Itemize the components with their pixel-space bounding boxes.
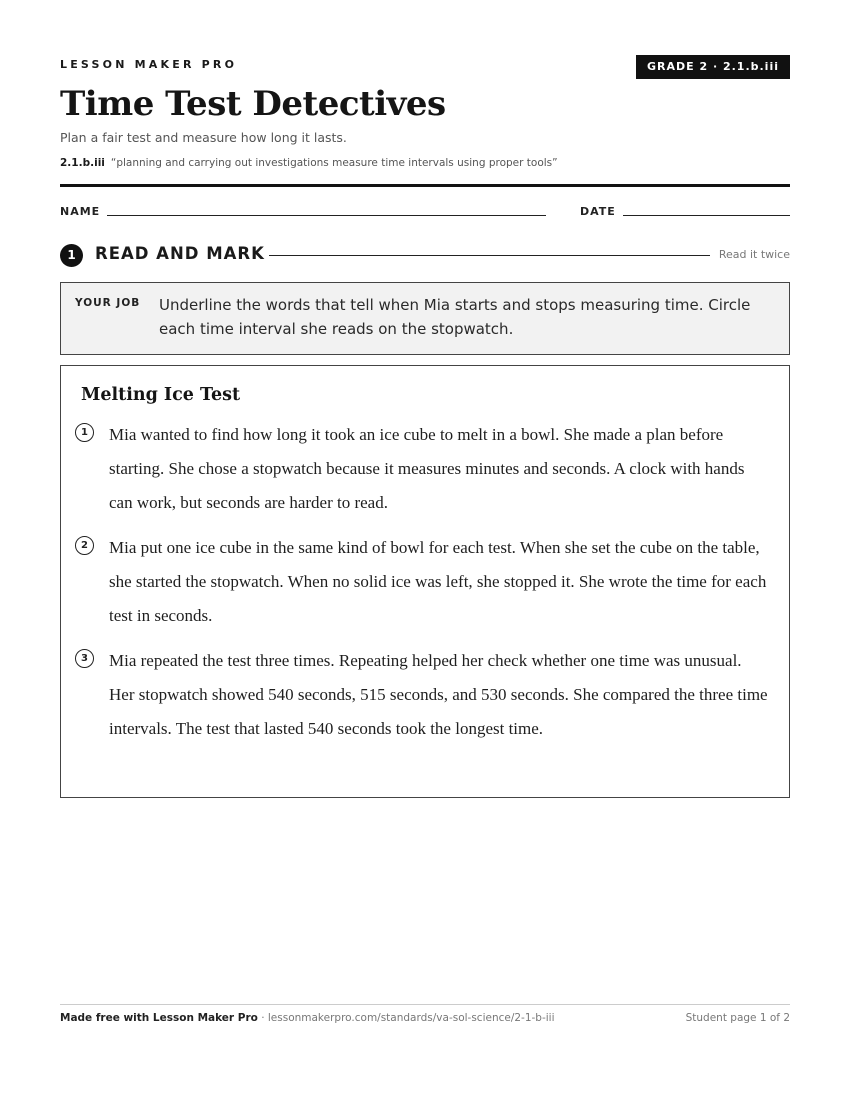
brand-name: LESSON MAKER PRO bbox=[60, 58, 238, 71]
worksheet-page bbox=[60, 0, 790, 1100]
page-title: Time Test Detectives bbox=[60, 84, 446, 124]
header-divider bbox=[60, 184, 790, 187]
standard-code: 2.1.b.iii bbox=[60, 157, 105, 169]
paragraph-number-circle: 2 bbox=[75, 536, 94, 555]
footer-credit bbox=[60, 1012, 555, 1024]
footer-page-number: Student page 1 of 2 bbox=[685, 1012, 790, 1024]
passage-paragraph bbox=[75, 418, 765, 520]
passage-paragraph bbox=[75, 644, 768, 780]
paragraph-text[interactable]: Mia put one ice cube in the same kind of bowl for each test. When she set the cube on the table, she started the stopwatch. When no solid ice was left, she stopped it. She wrote the time for each test in seconds. bbox=[109, 538, 767, 625]
standard-line bbox=[60, 157, 558, 169]
your-job-label: YOUR JOB bbox=[75, 297, 141, 309]
passage-title: Melting Ice Test bbox=[81, 385, 241, 405]
date-field[interactable] bbox=[623, 215, 790, 216]
footer-made-with: Made free with Lesson Maker Pro bbox=[60, 1012, 258, 1024]
name-label: NAME bbox=[60, 205, 101, 218]
paragraph-text[interactable]: Mia repeated the test three times. Repeating helped her check whether one time was unusual. Her stopwatch showed 540 seconds, 515 seconds, and 530 seconds. She compared the three time intervals. The test that lasted 540 seconds took the longest time. bbox=[109, 651, 768, 738]
paragraph-number-circle: 3 bbox=[75, 649, 94, 668]
paragraph-text[interactable]: Mia wanted to find how long it took an ice cube to melt in a bowl. She made a plan before starting. She chose a stopwatch because it measures minutes and seconds. A clock with hands can work, but seconds are harder to read. bbox=[109, 425, 745, 512]
section-hint: Read it twice bbox=[718, 248, 790, 261]
your-job-instructions: Underline the words that tell when Mia starts and stops measuring time. Circle each time interval she reads on the stopwatch. bbox=[159, 296, 751, 338]
footer-url[interactable]: lessonmakerpro.com/standards/va-sol-science/2-1-b-iii bbox=[267, 1012, 555, 1024]
your-job-box bbox=[60, 282, 790, 355]
footer-divider bbox=[60, 1004, 790, 1005]
passage-paragraph bbox=[75, 531, 765, 633]
section-divider bbox=[269, 255, 710, 256]
grade-badge: GRADE 2 · 2.1.b.iii bbox=[636, 55, 790, 79]
section-number-badge: 1 bbox=[60, 244, 83, 267]
date-label: DATE bbox=[580, 205, 616, 218]
paragraph-number-circle: 1 bbox=[75, 423, 94, 442]
section-title: READ AND MARK bbox=[95, 244, 265, 263]
name-field[interactable] bbox=[107, 215, 546, 216]
page-subtitle: Plan a fair test and measure how long it lasts. bbox=[60, 130, 347, 145]
reading-passage bbox=[60, 365, 790, 798]
standard-text: “planning and carrying out investigations measure time intervals using proper tools” bbox=[110, 157, 558, 169]
footer-separator: · bbox=[257, 1012, 268, 1024]
